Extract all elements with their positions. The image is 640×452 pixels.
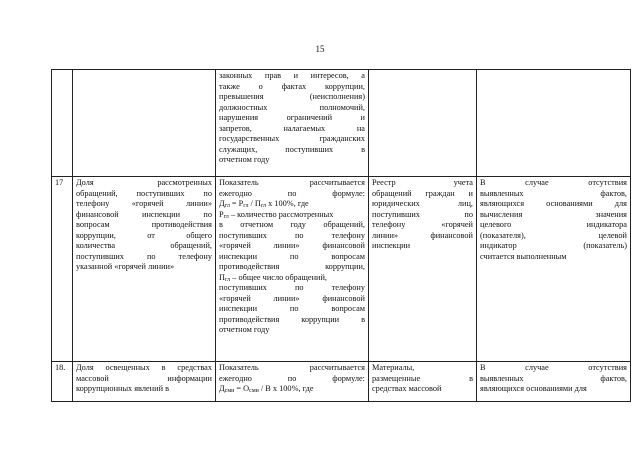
text-line: количества обращений,	[76, 241, 212, 250]
text-line: выявленных фактов,	[480, 373, 627, 383]
text-line: коррупции, от общего	[76, 230, 212, 240]
formula-cell	[216, 177, 369, 362]
indicators-table	[51, 69, 631, 402]
text-line: $П_{гл}$ – общее число обращений,	[219, 272, 327, 283]
source-cell	[369, 362, 477, 402]
text-line: вопросам противодействия	[76, 220, 212, 229]
text-line: финансовой инспекции по	[76, 209, 212, 219]
text-line: телефону «горячей	[372, 220, 473, 229]
formula-cell	[216, 362, 369, 402]
indicator-cell	[73, 362, 216, 402]
indicator-cell	[73, 177, 216, 362]
text-line: индикатор (показатель)	[480, 241, 627, 250]
text-line: поступивших по телефону	[219, 230, 365, 240]
table-row	[52, 362, 631, 402]
text-line: Доля рассмотренных	[76, 178, 212, 187]
text-line: противодействия коррупции в	[219, 314, 365, 324]
text-line: государственных гражданских	[219, 134, 365, 143]
text-line: $Д_{сми} = О_{сми} / В$ x 100%, где	[219, 384, 314, 394]
row-number-cell	[52, 362, 73, 402]
text-line: запретов, налагаемых на	[219, 123, 365, 133]
text-line: Доля освещенных в средствах	[76, 363, 212, 372]
text-line: Материалы,	[372, 363, 415, 372]
text-line: должностных полномочий,	[219, 102, 365, 112]
indicator-cell	[73, 70, 216, 177]
text-line: ежегодно по формуле:	[219, 188, 365, 198]
text-line: указанной «горячей линии»	[76, 262, 175, 271]
note-cell	[477, 177, 631, 362]
text-line: являющихся основаниями для	[480, 199, 627, 208]
row-number-cell	[52, 70, 73, 177]
text-line: инспекции	[372, 241, 411, 250]
text-line: «горячей линии» финансовой	[219, 241, 365, 250]
text-line: поступивших по телефону	[219, 283, 365, 292]
text-line: $Д_{гл} = Р_{гл} / П_{гл}$ x 100%, где	[219, 199, 309, 209]
text-line: служащих, поступивших в	[219, 144, 365, 154]
text-line: средствах массовой	[372, 384, 442, 393]
text-line: поступивших по телефону	[76, 251, 212, 261]
text-line: обращений граждан и	[372, 188, 473, 198]
text-line: превышения (неисполнения)	[219, 92, 365, 101]
text-line: Показатель рассчитывается	[219, 178, 365, 187]
text-line: целевого индикатора	[480, 220, 627, 229]
text-line: Реестр учета	[372, 178, 473, 187]
table-row	[52, 177, 631, 362]
text-line: инспекции по вопросам	[219, 304, 365, 313]
text-line: противодействия коррупции,	[219, 262, 365, 271]
text-line: в отчетном году обращений,	[219, 220, 365, 229]
row-number-cell	[52, 177, 73, 362]
text-line: являющихся основаниями для	[480, 384, 587, 393]
text-line: телефону «горячей линии»	[76, 199, 212, 208]
text-line: юридических лиц,	[372, 199, 473, 208]
text-line: коррупционных явлений в	[76, 384, 169, 393]
text-line: «горячей линии» финансовой	[219, 293, 365, 303]
source-cell	[369, 177, 477, 362]
note-cell	[477, 70, 631, 177]
text-line: вычисления значения	[480, 209, 627, 219]
row-number: 17	[55, 178, 64, 187]
text-line: инспекции по вопросам	[219, 251, 365, 261]
text-line: отчетном году	[219, 325, 270, 334]
text-line: отчетном году	[219, 155, 270, 164]
text-line: линии» финансовой	[372, 230, 473, 240]
text-line: размещенные в	[372, 373, 473, 383]
text-line: В случае отсутствия	[480, 178, 627, 187]
row-number: 18.	[55, 363, 66, 372]
text-line: обращений, поступивших по	[76, 188, 212, 198]
source-cell	[369, 70, 477, 177]
text-line: считается выполненным	[480, 251, 567, 261]
text-line: (показателя), целевой	[480, 230, 627, 240]
note-cell	[477, 362, 631, 402]
text-line: Показатель рассчитывается	[219, 363, 365, 372]
table-row	[52, 70, 631, 177]
text-line: выявленных фактов,	[480, 188, 627, 198]
text-line: поступивших по	[372, 209, 473, 219]
text-line: ежегодно по формуле:	[219, 373, 365, 383]
text-line: В случае отсутствия	[480, 363, 627, 372]
formula-cell	[216, 70, 369, 177]
text-line: массовой информации	[76, 373, 212, 383]
page-number: 15	[315, 44, 325, 54]
text-line: нарушения ограничений и	[219, 113, 365, 122]
text-line: законных прав и интересов, а	[219, 71, 365, 80]
text-line: также о фактах коррупции,	[219, 81, 365, 91]
text-line: $Р_{гл}$ – количество рассмотренных	[219, 209, 334, 220]
